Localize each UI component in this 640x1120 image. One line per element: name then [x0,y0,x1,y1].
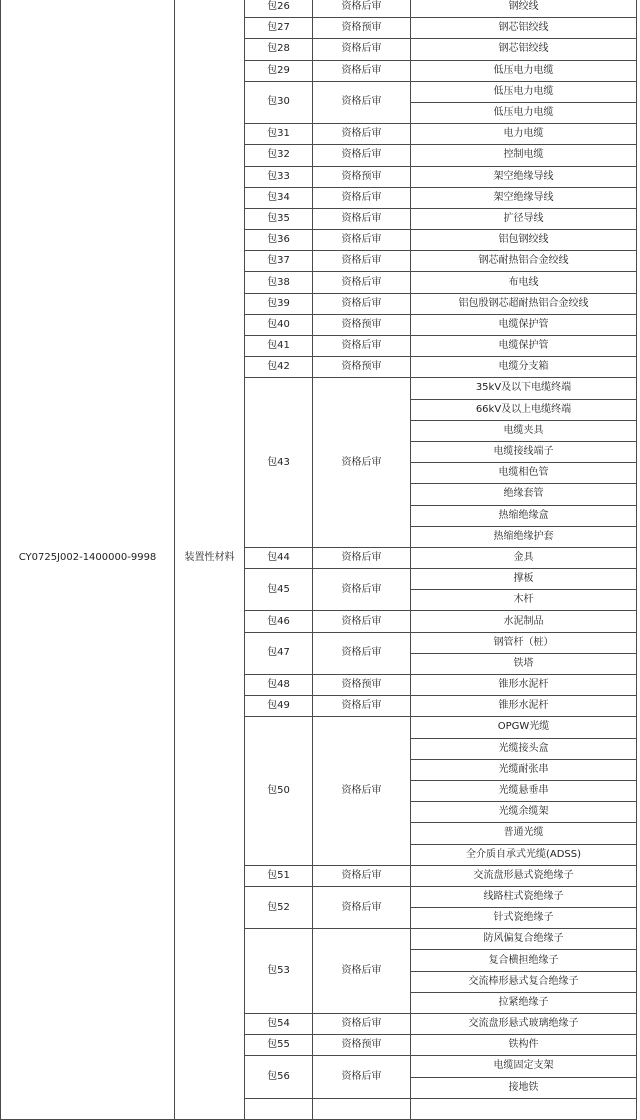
material-cell: 低压电力电缆 [411,81,637,102]
review-type-cell: 资格后审 [313,929,411,1014]
package-cell: 包27 [245,18,313,39]
review-type-cell: 资格后审 [313,124,411,145]
material-cell: 控制电缆 [411,145,637,166]
material-cell: 电缆固定支架 [411,1056,637,1077]
category-cell: 装置性材料 [175,0,245,1119]
review-type-cell: 资格后审 [313,1056,411,1098]
empty-cell [313,1098,411,1119]
material-cell: 锥形水泥杆 [411,696,637,717]
empty-cell [411,1098,637,1119]
package-cell: 包55 [245,1035,313,1056]
package-cell: 包54 [245,1014,313,1035]
material-cell: 绝缘套管 [411,484,637,505]
material-cell: 钢绞线 [411,0,637,18]
review-type-cell: 资格后审 [313,378,411,548]
empty-cell [245,1098,313,1119]
review-type-cell: 资格后审 [313,187,411,208]
package-cell: 包41 [245,336,313,357]
package-cell: 包35 [245,208,313,229]
material-cell: 架空绝缘导线 [411,187,637,208]
review-type-cell: 资格后审 [313,0,411,18]
material-cell: 交流盘形悬式玻璃绝缘子 [411,1014,637,1035]
package-cell: 包39 [245,293,313,314]
package-cell: 包43 [245,378,313,548]
material-cell: 锥形水泥杆 [411,675,637,696]
material-cell: 光缆悬垂串 [411,780,637,801]
material-cell: 撑板 [411,569,637,590]
material-cell: 架空绝缘导线 [411,166,637,187]
material-cell: 电缆夹具 [411,420,637,441]
package-cell: 包42 [245,357,313,378]
review-type-cell: 资格后审 [313,60,411,81]
review-type-cell: 资格后审 [313,547,411,568]
review-type-cell: 资格后审 [313,272,411,293]
package-cell: 包52 [245,886,313,928]
review-type-cell: 资格后审 [313,865,411,886]
material-cell: 针式瓷绝缘子 [411,908,637,929]
material-cell: 铁塔 [411,653,637,674]
material-cell: 电缆分支箱 [411,357,637,378]
project-code-cell: CY0725J002-1400000-9998 [1,0,175,1119]
material-cell: 防风偏复合绝缘子 [411,929,637,950]
review-type-cell: 资格后审 [313,81,411,123]
review-type-cell: 资格后审 [313,569,411,611]
review-type-cell: 资格后审 [313,632,411,674]
package-cell: 包53 [245,929,313,1014]
material-cell: 电力电缆 [411,124,637,145]
package-cell: 包38 [245,272,313,293]
review-type-cell: 资格预审 [313,314,411,335]
package-cell: 包44 [245,547,313,568]
package-cell: 包36 [245,230,313,251]
package-cell: 包28 [245,39,313,60]
material-cell: 光缆接头盒 [411,738,637,759]
material-cell: 电缆保护管 [411,314,637,335]
material-cell: 交流盘形悬式瓷绝缘子 [411,865,637,886]
material-cell: 光缆耐张串 [411,759,637,780]
review-type-cell: 资格预审 [313,18,411,39]
material-cell: 线路柱式瓷绝缘子 [411,886,637,907]
material-cell: 铁构件 [411,1035,637,1056]
material-cell: 66kV及以上电缆终端 [411,399,637,420]
material-cell: 复合横担绝缘子 [411,950,637,971]
review-type-cell: 资格后审 [313,208,411,229]
material-cell: OPGW光缆 [411,717,637,738]
material-cell: 铝包钢绞线 [411,230,637,251]
material-cell: 电缆保护管 [411,336,637,357]
review-type-cell: 资格后审 [313,1014,411,1035]
review-type-cell: 资格后审 [313,39,411,60]
material-cell: 35kV及以下电缆终端 [411,378,637,399]
material-cell: 钢芯铝绞线 [411,18,637,39]
material-cell: 低压电力电缆 [411,60,637,81]
material-cell: 布电线 [411,272,637,293]
material-cell: 金具 [411,547,637,568]
package-cell: 包31 [245,124,313,145]
package-cell: 包48 [245,675,313,696]
material-cell: 木杆 [411,590,637,611]
material-cell: 扩径导线 [411,208,637,229]
material-cell: 普通光缆 [411,823,637,844]
package-cell: 包50 [245,717,313,865]
material-cell: 拉紧绝缘子 [411,992,637,1013]
package-cell: 包26 [245,0,313,18]
package-cell: 包33 [245,166,313,187]
package-cell: 包32 [245,145,313,166]
package-cell: 包46 [245,611,313,632]
review-type-cell: 资格后审 [313,611,411,632]
material-cell: 电缆接线端子 [411,441,637,462]
package-cell: 包49 [245,696,313,717]
material-cell: 铝包殷钢芯超耐热铝合金绞线 [411,293,637,314]
package-cell: 包34 [245,187,313,208]
package-cell: 包47 [245,632,313,674]
table-body [1,0,637,1119]
review-type-cell: 资格预审 [313,675,411,696]
material-cell: 光缆余缆架 [411,802,637,823]
package-cell: 包45 [245,569,313,611]
material-cell: 全介质自承式光缆(ADSS) [411,844,637,865]
material-cell: 钢芯耐热铝合金绞线 [411,251,637,272]
material-cell: 水泥制品 [411,611,637,632]
review-type-cell: 资格后审 [313,230,411,251]
review-type-cell: 资格预审 [313,357,411,378]
review-type-cell: 资格后审 [313,251,411,272]
review-type-cell: 资格后审 [313,717,411,865]
package-cell: 包29 [245,60,313,81]
material-cell: 接地铁 [411,1077,637,1098]
material-cell: 热缩绝缘盒 [411,505,637,526]
package-cell: 包30 [245,81,313,123]
material-cell: 电缆相色管 [411,463,637,484]
review-type-cell: 资格后审 [313,336,411,357]
review-type-cell: 资格后审 [313,696,411,717]
package-cell: 包40 [245,314,313,335]
package-cell: 包51 [245,865,313,886]
review-type-cell: 资格预审 [313,166,411,187]
package-cell: 包56 [245,1056,313,1098]
material-cell: 交流棒形悬式复合绝缘子 [411,971,637,992]
review-type-cell: 资格后审 [313,886,411,928]
material-cell: 钢管杆（桩） [411,632,637,653]
review-type-cell: 资格预审 [313,1035,411,1056]
material-cell: 低压电力电缆 [411,102,637,123]
review-type-cell: 资格后审 [313,293,411,314]
table-row [1,0,637,18]
review-type-cell: 资格后审 [313,145,411,166]
package-cell: 包37 [245,251,313,272]
material-cell: 钢芯铝绞线 [411,39,637,60]
material-cell: 热缩绝缘护套 [411,526,637,547]
